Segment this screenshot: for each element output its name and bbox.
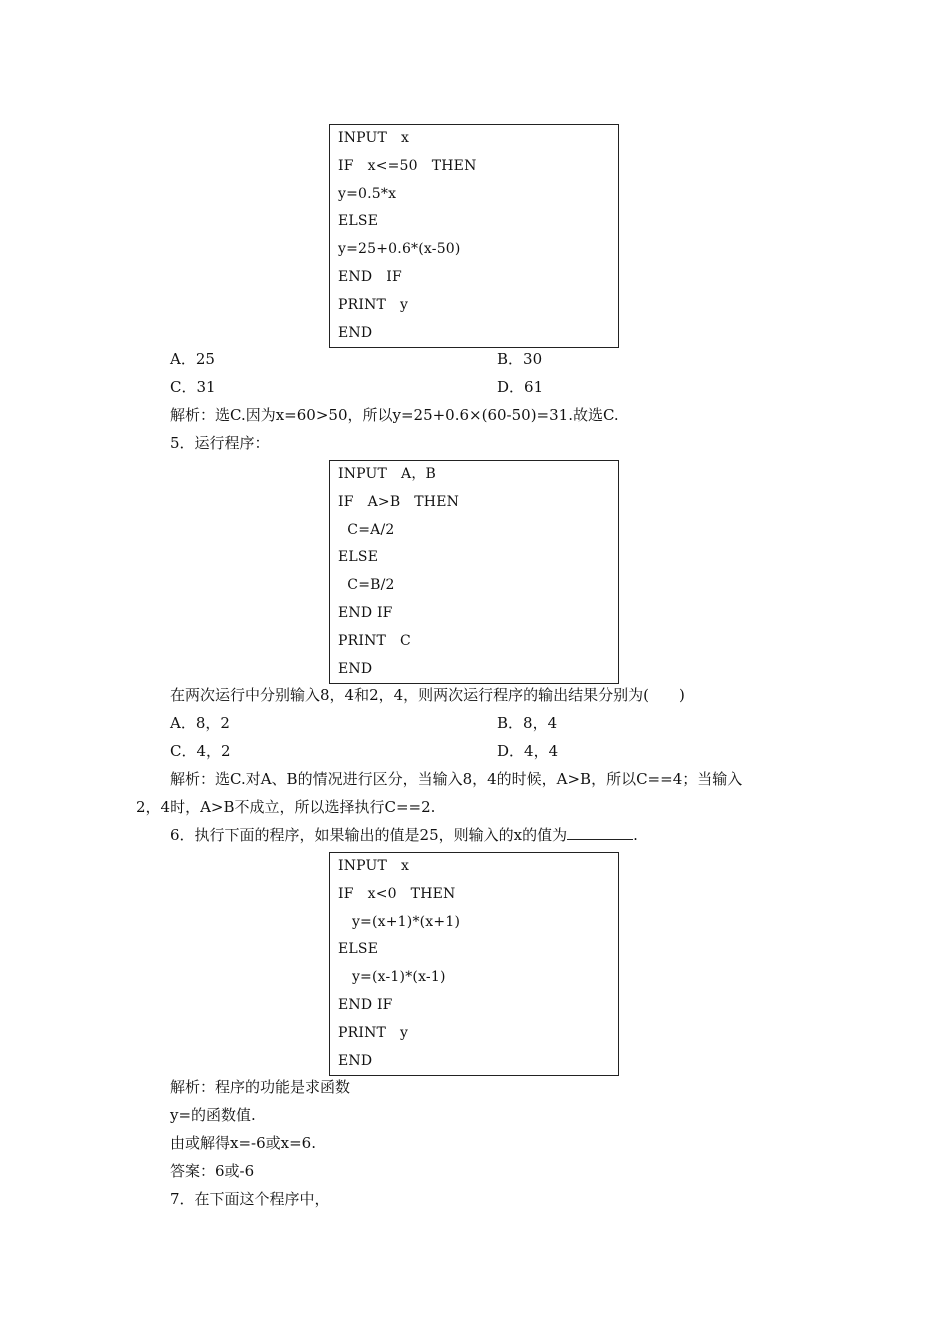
code-line: C=B/2 [338, 577, 395, 594]
code-line: INPUT x [338, 858, 410, 874]
code-line: INPUT x [338, 130, 410, 146]
code-line: ELSE [338, 213, 379, 230]
q4-option-c: C．31 [170, 378, 216, 396]
q5-option-c: C．4，2 [170, 742, 231, 760]
q6-title [170, 824, 638, 846]
code-line: ELSE [338, 549, 379, 566]
code-line: y=25+0.6*(x-50) [338, 241, 461, 258]
code-line: END [338, 660, 373, 677]
code-line: y=(x-1)*(x-1) [338, 969, 446, 986]
code-line: PRINT y [338, 296, 409, 313]
q7-title: 7．在下面这个程序中， [170, 1190, 330, 1208]
q4-option-d: D．61 [497, 378, 544, 396]
q4-option-a: A．25 [170, 350, 215, 368]
code-block-3 [329, 852, 619, 1076]
answer-blank [567, 825, 633, 840]
q6-answer: 答案：6或-6 [170, 1162, 255, 1180]
code-line: END [338, 1052, 373, 1069]
code-block-2 [329, 460, 619, 684]
code-line: END [338, 324, 373, 341]
code-line: ELSE [338, 941, 379, 958]
q5-question: 在两次运行中分别输入8，4和2，4，则两次运行程序的输出结果分别为( ) [170, 686, 685, 704]
code-line: y=0.5*x [338, 185, 397, 202]
code-line: y=(x+1)*(x+1) [338, 913, 461, 930]
q5-title: 5．运行程序： [170, 434, 270, 452]
q6-title-end: . [633, 826, 638, 844]
q4-analysis: 解析：选C.因为x=60>50，所以y=25+0.6×(60-50)=31.故选C. [170, 406, 619, 424]
q6-analysis-line2: y=的函数值. [170, 1106, 256, 1124]
code-block-1 [329, 124, 619, 348]
q6-analysis-line1: 解析：程序的功能是求函数 [170, 1078, 351, 1096]
q5-analysis-line2: 2，4时，A>B不成立，所以选择执行C==2. [136, 798, 436, 816]
code-line: IF A>B THEN [338, 493, 460, 510]
q5-option-b: B．8，4 [497, 714, 558, 732]
code-line: INPUT A，B [338, 466, 437, 482]
code-line: END IF [338, 268, 402, 285]
q5-analysis-line1: 解析：选C.对A、B的情况进行区分，当输入8，4的时候，A>B，所以C==4；当输入 [170, 770, 743, 788]
code-line: PRINT C [338, 632, 411, 649]
q5-option-d: D．4，4 [497, 742, 559, 760]
q5-option-a: A．8，2 [170, 714, 230, 732]
q6-title-text: 6．执行下面的程序，如果输出的值是25，则输入的x的值为 [170, 826, 568, 844]
q6-analysis-line3: 由或解得x=-6或x=6. [170, 1134, 316, 1152]
code-line: PRINT y [338, 1024, 409, 1041]
code-line: END IF [338, 604, 393, 621]
q4-option-b: B．30 [497, 350, 543, 368]
code-line: IF x<=50 THEN [338, 157, 477, 174]
code-line: END IF [338, 996, 393, 1013]
code-line: C=A/2 [338, 521, 395, 538]
code-line: IF x<0 THEN [338, 885, 456, 902]
